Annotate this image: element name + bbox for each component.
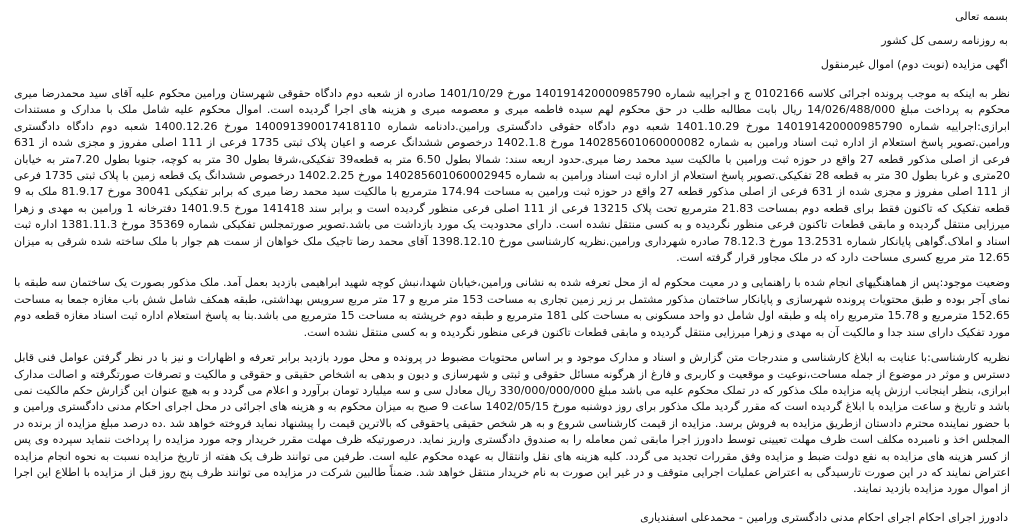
publication-line: به روزنامه رسمی کل کشور (881, 34, 1008, 47)
case-details-paragraph: نظر به اینکه به موجب پرونده اجرائی کلاسه 0102166 ج و اجراییه شماره 140191420000985790 مورخ 1401/10/29 صادره از شعبه دوم دادگاه حقوقی شهرستان ورامین محکوم علیه آقای سید محمدرضا میری محکوم به پرداخت مبلغ 14/026/488/000 ریال بابت مطالبه طلب در حق محکوم لهم سیده فاطمه میری و معصومه میری و هزینه های اجرا گردیده است. اموال محکوم علیه شامل ملک با مدارک و مستندات ابرازی:اجراییه شماره 140191420000985790 مورخ 1401.10.29 شعبه دوم دادگاه حقوقی دادگستری ورامین.دادنامه شماره 140091390017418110 مورخ 1400.12.26 شعبه دوم دادگاه دادگستری ورامین.تصویر پاسخ استعلام از اداره ثبت اسناد ورامین به شماره 140285601060000082 مورخ 1402.1.8 درخصوص ششدانگ عرصه و اعیان پلاک ثبتی 1735 فرعی از 111 اصلی مفروز و مجزی شده از 631 فرعی از اصلی مذکور قطعه 27 واقع در حوزه ثبت ورامین با مالکیت سید محمد رضا میری.حدود اربعه سند: شمالا بطول 6.50 متر به قطعه39 تفکیکی،شرقا بطول 30 متر به کوچه، جنوبا بطول 7.20متر به خیابان 20متری و غربا بطول 30 متر به قطعه 28 تفکیکی.تصویر پاسخ استعلام از اداره ثبت اسناد ورامین به شماره 140285601060002945 مورخ 1402.2.25 درخصوص ششدانگ یک قطعه زمین با پلاک ثبتی 1735 فرعی از 111 اصلی مفروز و مجزی شده از 631 فرعی از اصلی مذکور قطعه 27 واقع در حوزه ثبت ورامین به مساحت 174.94 مترمربع با مالکیت سید محمد رضا میری که برابر تفکیکی 30041 مورخ 81.9.17 ملک به 9 قطعه تفکیک که تاکنون فقط برای قطعه دوم بمساحت 21.83 مترمربع تحت پلاک 13215 فرعی از 111 اصلی فرعی منظور گردیده است و برابر سند 141418 مورخ 1401.9.5 دفترخانه 1 ورامین به مهدی و زهرا میرزایی منتقل گردیده و مابقی قطعات تاکنون فرعی منظور نگردیده و به کسی منتقل نشده است. دارای محدودیت یک مورد بازداشت می باشد.تصویر صورتمجلس تفکیکی شماره 35369 مورخ 1381.11.3 اداره ثبت اسناد و املاک.گواهی پایانکار شماره 13.2531 مورخ 78.12.3 صادره شهرداری ورامین.نظریه کارشناسی مورخ 1398.12.10 آقای محمد رضا تاجیک ملک خواهان از سمت هم جوار با ملک ساخته شده شرقی به میزان 12.65 متر مربع کسری مساحت دارد که در ملک مجاور قرار گرفته است. (14, 87, 1011, 265)
announcement-title: اگهی مزایده (نوبت دوم) اموال غیرمنقول (820, 58, 1008, 71)
expert-opinion-paragraph: نظریه کارشناسی:با عنایت به ابلاغ کارشناسی و مندرجات متن گزارش و اسناد و مدارک موجود و بر اساس محتویات مضبوط در پرونده و محل مورد بازدید برابر تعرفه و اظهارات و نیز با در نظر گرفتن عوامل فنی قابل دسترس و موثر در موضوع از جمله مساحت،نوعیت و موقعیت و کاربری و فارغ از هرگونه مسائل حقوقی و ثبتی و شهرسازی و دیون و بدهی به اشخاص حقیقی و حقوقی و مالکیت و تصرفات صورتگرفته و اصالت مدارک ابرازی، بنظر اینجانب ارزش پایه مزایده ملک مذکور که در تملک محکوم علیه می باشد مبلغ 330/000/000/000 ریال معادل سی و سه میلیارد تومان برآورد و اعلام می گردد و به هیچ عنوان این گزارش حکم مالکیت نمی باشد و تاریخ و ساعت مزایده با ابلاغ گردیده است که مقرر گردید ملک مذکور برای روز دوشنبه مورخ 1402/05/15 ساعت 9 صبح به میزان محکوم به و هزینه های اجرائی در محل اجرای احکام مدنی دادگستری ورامین و با حضور نماینده محترم دادستان ازطریق مزایده به فروش برسد. مزایده از قیمت کارشناسی شروع و به هر شخص حقیقی یاحقوقی که بالاترین قیمت را پیشنهاد نماید فروخته خواهد شد .ده درصد مبلغ مزایده از برنده در المجلس اخذ و نامبرده مکلف است ظرف مهلت تعیینی توسط دادورز اجرا مابقی ثمن معامله را به صندوق دادگستری واریز نماید. درصورتیکه ظرف مهلت مقرر خریدار وجه مورد مزایده را پرداخت ننماید سپرده وی پس از کسر هزینه های مزایده به نفع دولت ضبط و مزایده وفق مقررات تجدید می گردد. کلیه هزینه های نقل وانتقال به عهده محکوم علیه است. طرفین می توانند ظرف یک هفته از تاریخ مزایده نسبت به نحوه انجام مزایده اعتراض نمایند که در این صورت تارسیدگی به اعتراض عملیات اجرایی متوقف و در غیر این صورت به نام خریدار منتقل خواهد شد. ضمناً طالبین شرکت در مزایده می توانند ظرف پنج روز قبل از مزایده با اطلاع این اجرا از اموال مورد مزایده بازدید نمایند. (14, 351, 1010, 496)
signature-line: دادورز اجرای احکام اجرای احکام مدنی دادگستری ورامین - محمدعلی اسفندیاری (640, 510, 1008, 524)
basmala-heading: بسمه تعالی (955, 10, 1008, 23)
current-status-paragraph: وضعیت موجود:پس از هماهنگیهای انجام شده با راهنمایی و در معیت محکوم له از محل تعرفه شده به نشانی ورامین،خیابان شهدا،نبش کوچه شهید ابراهیمی بازدید بعمل آمد. ملک مذکور بصورت یک ساختمان سه طبقه با نمای آجر بوده و طبق محتویات پرونده شهرسازی و پایانکار ساختمان مذکور مشتمل بر زیر زمین تجاری به مساحت 153 متر مربع و 17 متر مربع سرویس بهداشتی، طبقه همکف شامل شش باب مغازه جمعا به مساحت 152.65 مترمربع و 15.78 مترمربع راه پله و طبقه اول شامل دو واحد مسکونی به مساحت کلی 181 مترمربع و طبقه دوم خرپشته به مساحت 15 مترمربع می باشد.بنا به پاسخ استعلام اداره ثبت اسناد مغازه قطعه دوم مورد تفکیک دارای سند جدا و مالکیت آن به مهدی و زهرا میرزایی منتقل گردیده و مابقی قطعات تاکنون فرعی منظور نگردیده و به کسی منتقل نشده است. (14, 276, 1011, 339)
